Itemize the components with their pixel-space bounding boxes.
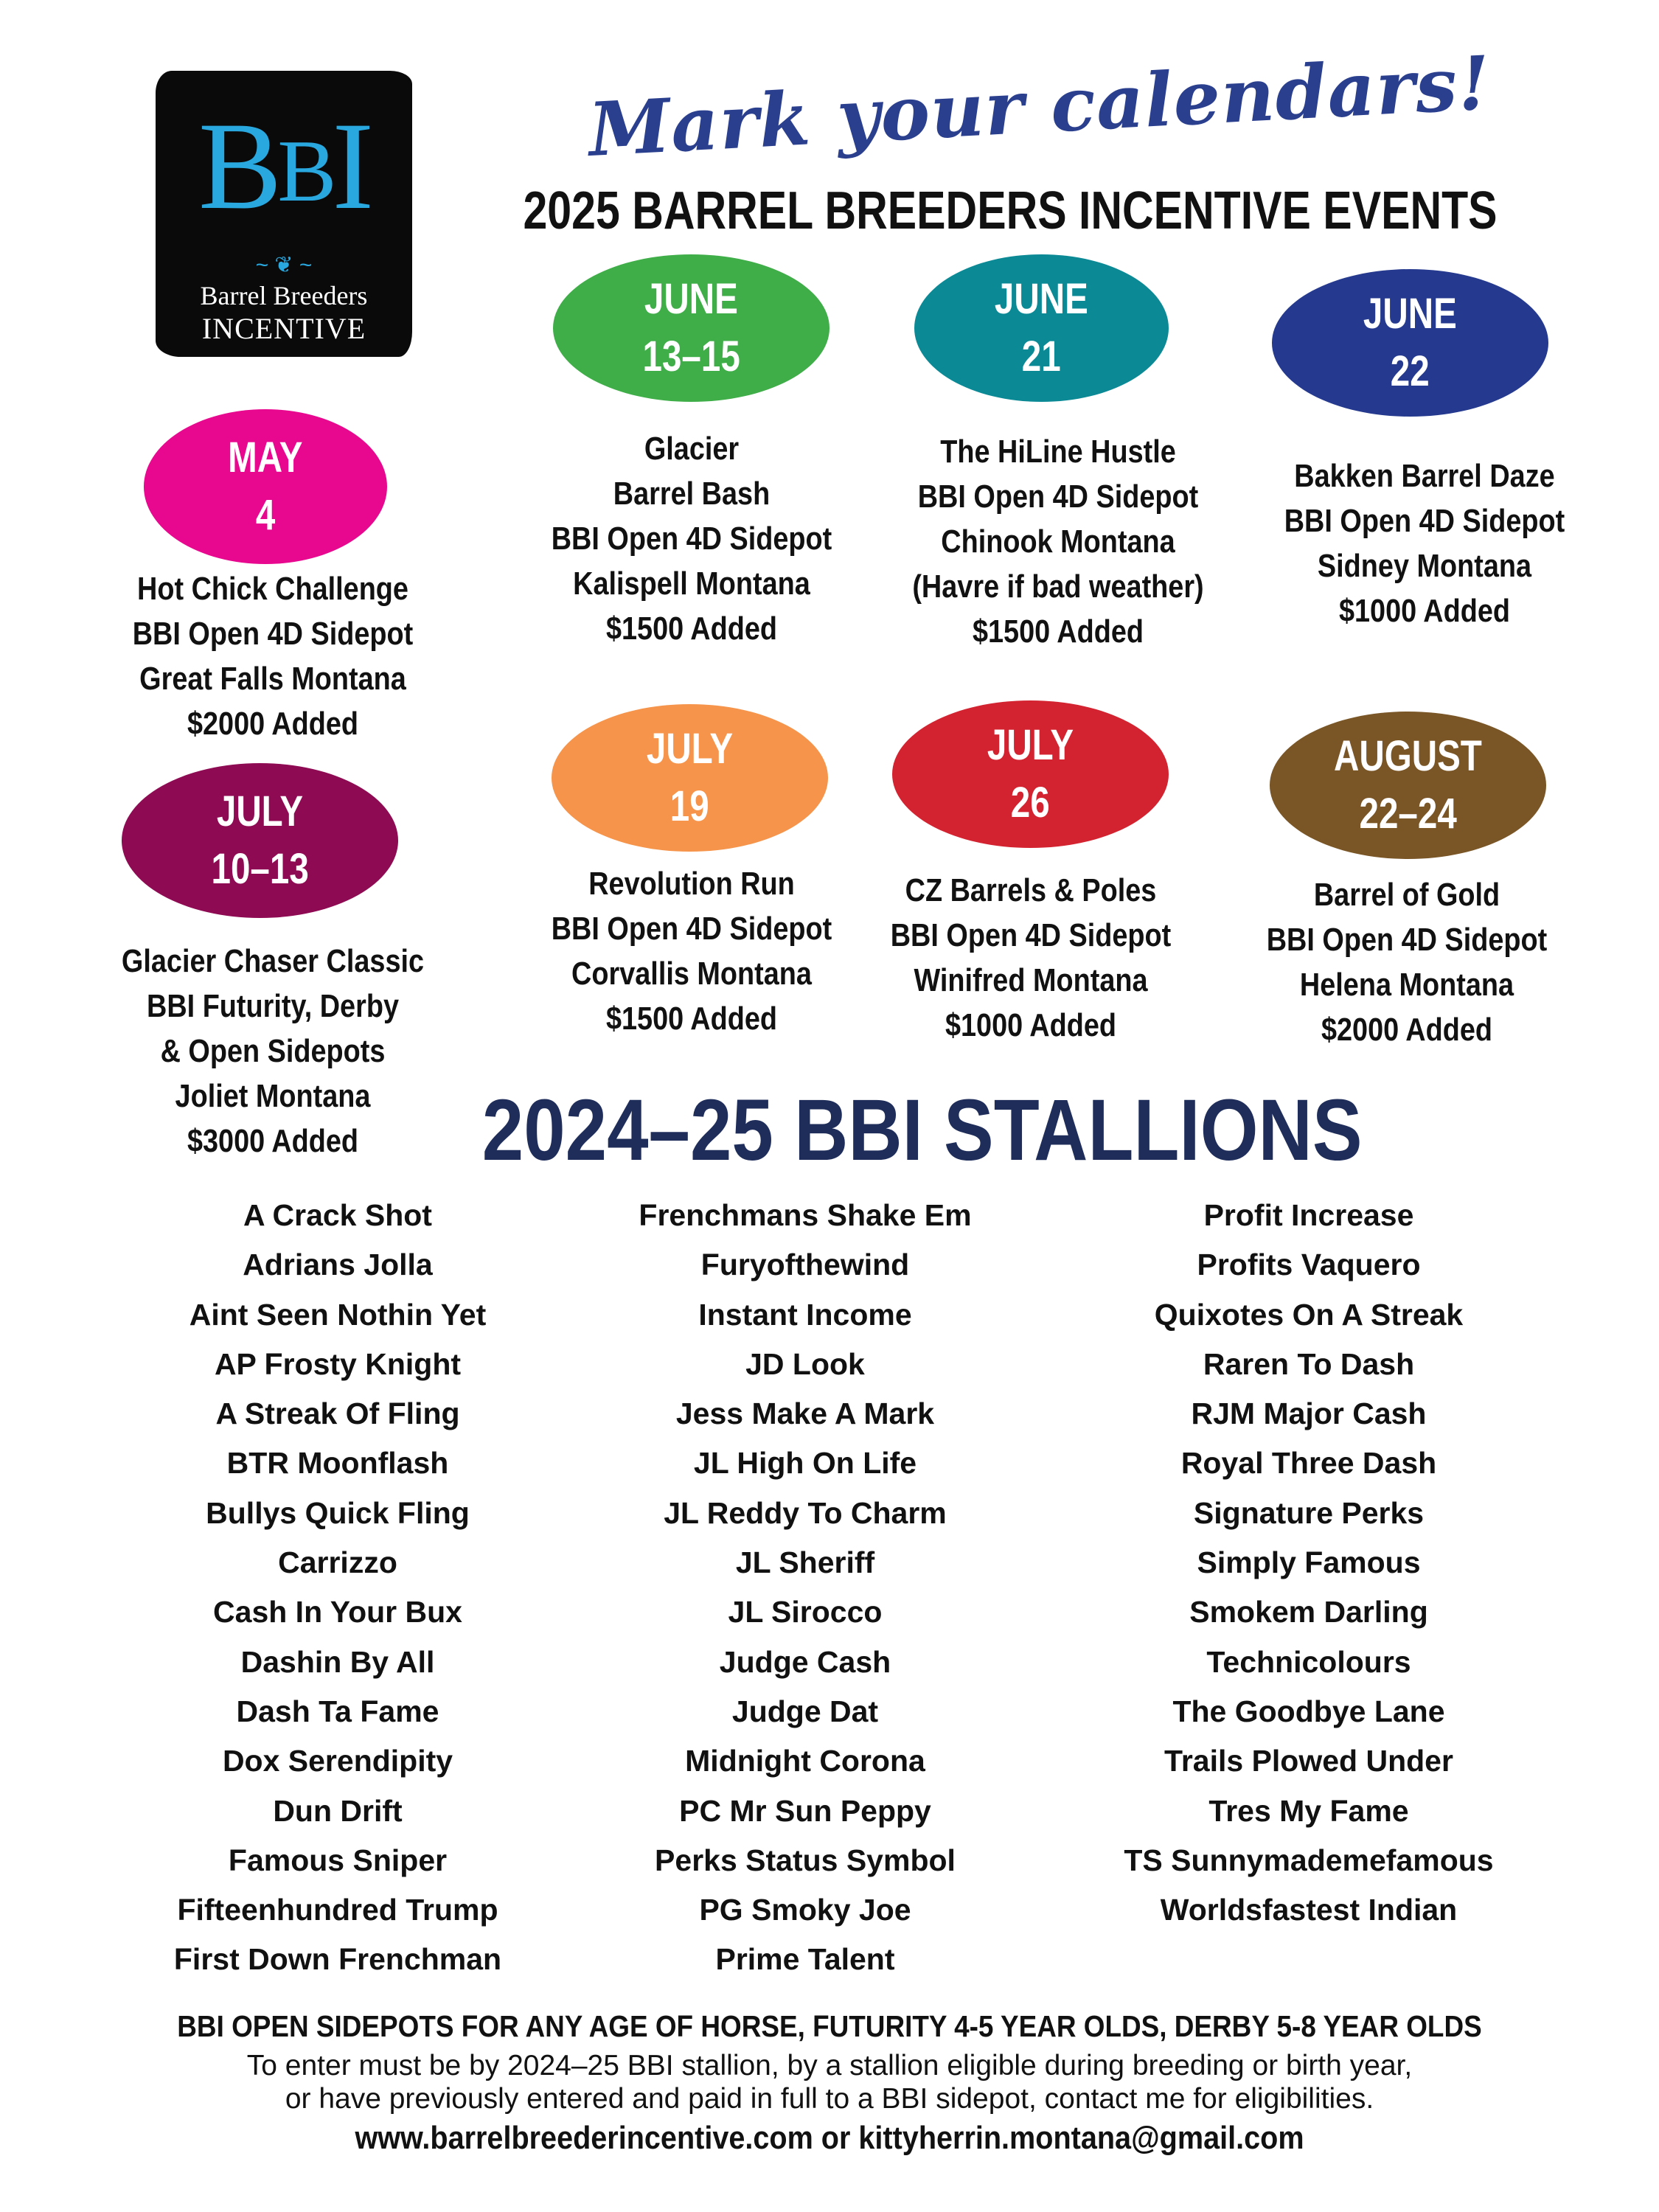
stallion-name: TS Sunnymademefamous [1124,1843,1494,1877]
stallion-name: Cash In Your Bux [213,1595,462,1630]
stallion-name: Profit Increase [1203,1198,1414,1232]
stallion-name: Judge Cash [719,1644,891,1679]
stallion-name: JL Reddy To Charm [664,1495,947,1530]
event-oval-august-22-24: AUGUST 22–24 [1270,712,1546,859]
event-oval-july-19: JULY 19 [552,704,828,852]
stallion-name: Worldsfastest Indian [1160,1893,1458,1927]
stallion-name: Perks Status Symbol [655,1843,956,1877]
stallion-name: Famous Sniper [228,1843,448,1877]
stallion-name: Judge Dat [731,1694,879,1728]
eligibility-line-1: To enter must be by 2024–25 BBI stallion, by a stallion eligible during breeding or birth year, [246,2050,1413,2081]
logo-monogram: BBI [198,97,370,235]
stallion-name: RJM Major Cash [1191,1397,1427,1431]
eligibility-line-2: or have previously entered and paid in full to a BBI sidepot, contact me for eligibilities. [285,2083,1374,2115]
event-oval-july-26: JULY 26 [892,700,1169,848]
stallion-name: Smokem Darling [1189,1595,1428,1630]
eligibility-heading: BBI OPEN SIDEPOTS FOR ANY AGE OF HORSE, FUTURITY 4-5 YEAR OLDS, DERBY 5-8 YEAR OLDS [177,2009,1482,2043]
stallion-name: Midnight Corona [685,1744,925,1778]
stallion-name: AP Frosty Knight [214,1346,462,1381]
events-title: 2025 BARREL BREEDERS INCENTIVE EVENTS [523,181,1498,240]
stallion-name: A Streak Of Fling [215,1397,460,1431]
stallion-name: Dox Serendipity [222,1744,453,1778]
stallion-column-3 [1051,1191,1567,1935]
logo-flourish-icon: ~ ❦ ~ [255,253,313,277]
bbi-logo [159,74,409,354]
stallion-name: A Crack Shot [243,1198,432,1232]
stallion-name: Aint Seen Nothin Yet [189,1297,487,1332]
stallion-name: Jess Make A Mark [675,1397,935,1431]
stallion-name: Dashin By All [240,1644,435,1679]
script-title: Mark your calendars! [586,39,1493,173]
stallion-column-1 [80,1191,596,1985]
stallion-name: Simply Famous [1197,1545,1421,1580]
stallion-name: Dun Drift [273,1793,403,1828]
stallion-name: Prime Talent [715,1942,895,1977]
stallion-name: JL High On Life [693,1446,917,1481]
event-info-june-21: The HiLine Hustle BBI Open 4D Sidepot Chinook Montana (Havre if bad weather) $1500 Added [912,434,1204,650]
logo-line-2: INCENTIVE [201,312,366,345]
stallion-name: Carrizzo [278,1545,397,1580]
stallion-name: Furyofthewind [700,1248,910,1282]
stallion-name: JL Sirocco [728,1595,883,1630]
stallion-name: Trails Plowed Under [1164,1744,1453,1778]
event-oval-june-21: JUNE 21 [914,254,1169,402]
event-oval-june-13-15: JUNE 13–15 [553,254,830,402]
event-oval-july-10-13: JULY 10–13 [122,763,398,918]
stallion-name: Tres My Fame [1208,1793,1409,1828]
event-oval-may-4: MAY 4 [144,409,387,564]
event-info-july-26: CZ Barrels & Poles BBI Open 4D Sidepot Winifred Montana $1000 Added [890,872,1172,1043]
stallion-name: PG Smoky Joe [699,1893,911,1927]
event-info-july-10-13: Glacier Chaser Classic BBI Futurity, Derby & Open Sidepots Joliet Montana $3000 Added [121,943,425,1159]
stallion-name: Instant Income [698,1297,912,1332]
event-info-may-4: Hot Chick Challenge BBI Open 4D Sidepot Great Falls Montana $2000 Added [132,571,414,742]
event-info-june-13-15: Glacier Barrel Bash BBI Open 4D Sidepot Kalispell Montana $1500 Added [551,431,832,647]
stallion-name: JL Sheriff [735,1545,875,1580]
event-oval-june-22: JUNE 22 [1272,269,1548,417]
contact-line: www.barrelbreederincentive.com or kittyherrin.montana@gmail.com [355,2120,1304,2156]
stallion-name: Dash Ta Fame [236,1694,439,1728]
stallion-name: Profits Vaquero [1197,1248,1421,1282]
stallion-name: The Goodbye Lane [1172,1694,1445,1728]
logo-line-1: Barrel Breeders [200,281,368,310]
stallion-name: Technicolours [1206,1644,1411,1679]
stallion-name: Quixotes On A Streak [1154,1297,1464,1332]
stallion-name: Fifteenhundred Trump [177,1893,498,1927]
stallions-title: 2024–25 BBI STALLIONS [481,1082,1363,1179]
stallion-name: PC Mr Sun Peppy [679,1793,931,1828]
stallion-name: Raren To Dash [1203,1346,1415,1381]
event-info-july-19: Revolution Run BBI Open 4D Sidepot Corvallis Montana $1500 Added [551,866,832,1037]
stallion-name: First Down Frenchman [173,1942,502,1977]
stallion-name: JD Look [745,1346,865,1381]
stallion-name: Adrians Jolla [243,1248,433,1282]
stallion-name: Signature Perks [1193,1495,1425,1530]
stallion-column-2 [547,1191,1063,1985]
event-info-august-22-24: Barrel of Gold BBI Open 4D Sidepot Helena Montana $2000 Added [1266,877,1548,1048]
event-info-june-22: Bakken Barrel Daze BBI Open 4D Sidepot Sidney Montana $1000 Added [1284,458,1565,629]
stallion-name: BTR Moonflash [226,1446,449,1481]
stallion-name: Royal Three Dash [1180,1446,1437,1481]
stallion-name: Frenchmans Shake Em [639,1198,972,1232]
stallion-name: Bullys Quick Fling [206,1495,470,1530]
